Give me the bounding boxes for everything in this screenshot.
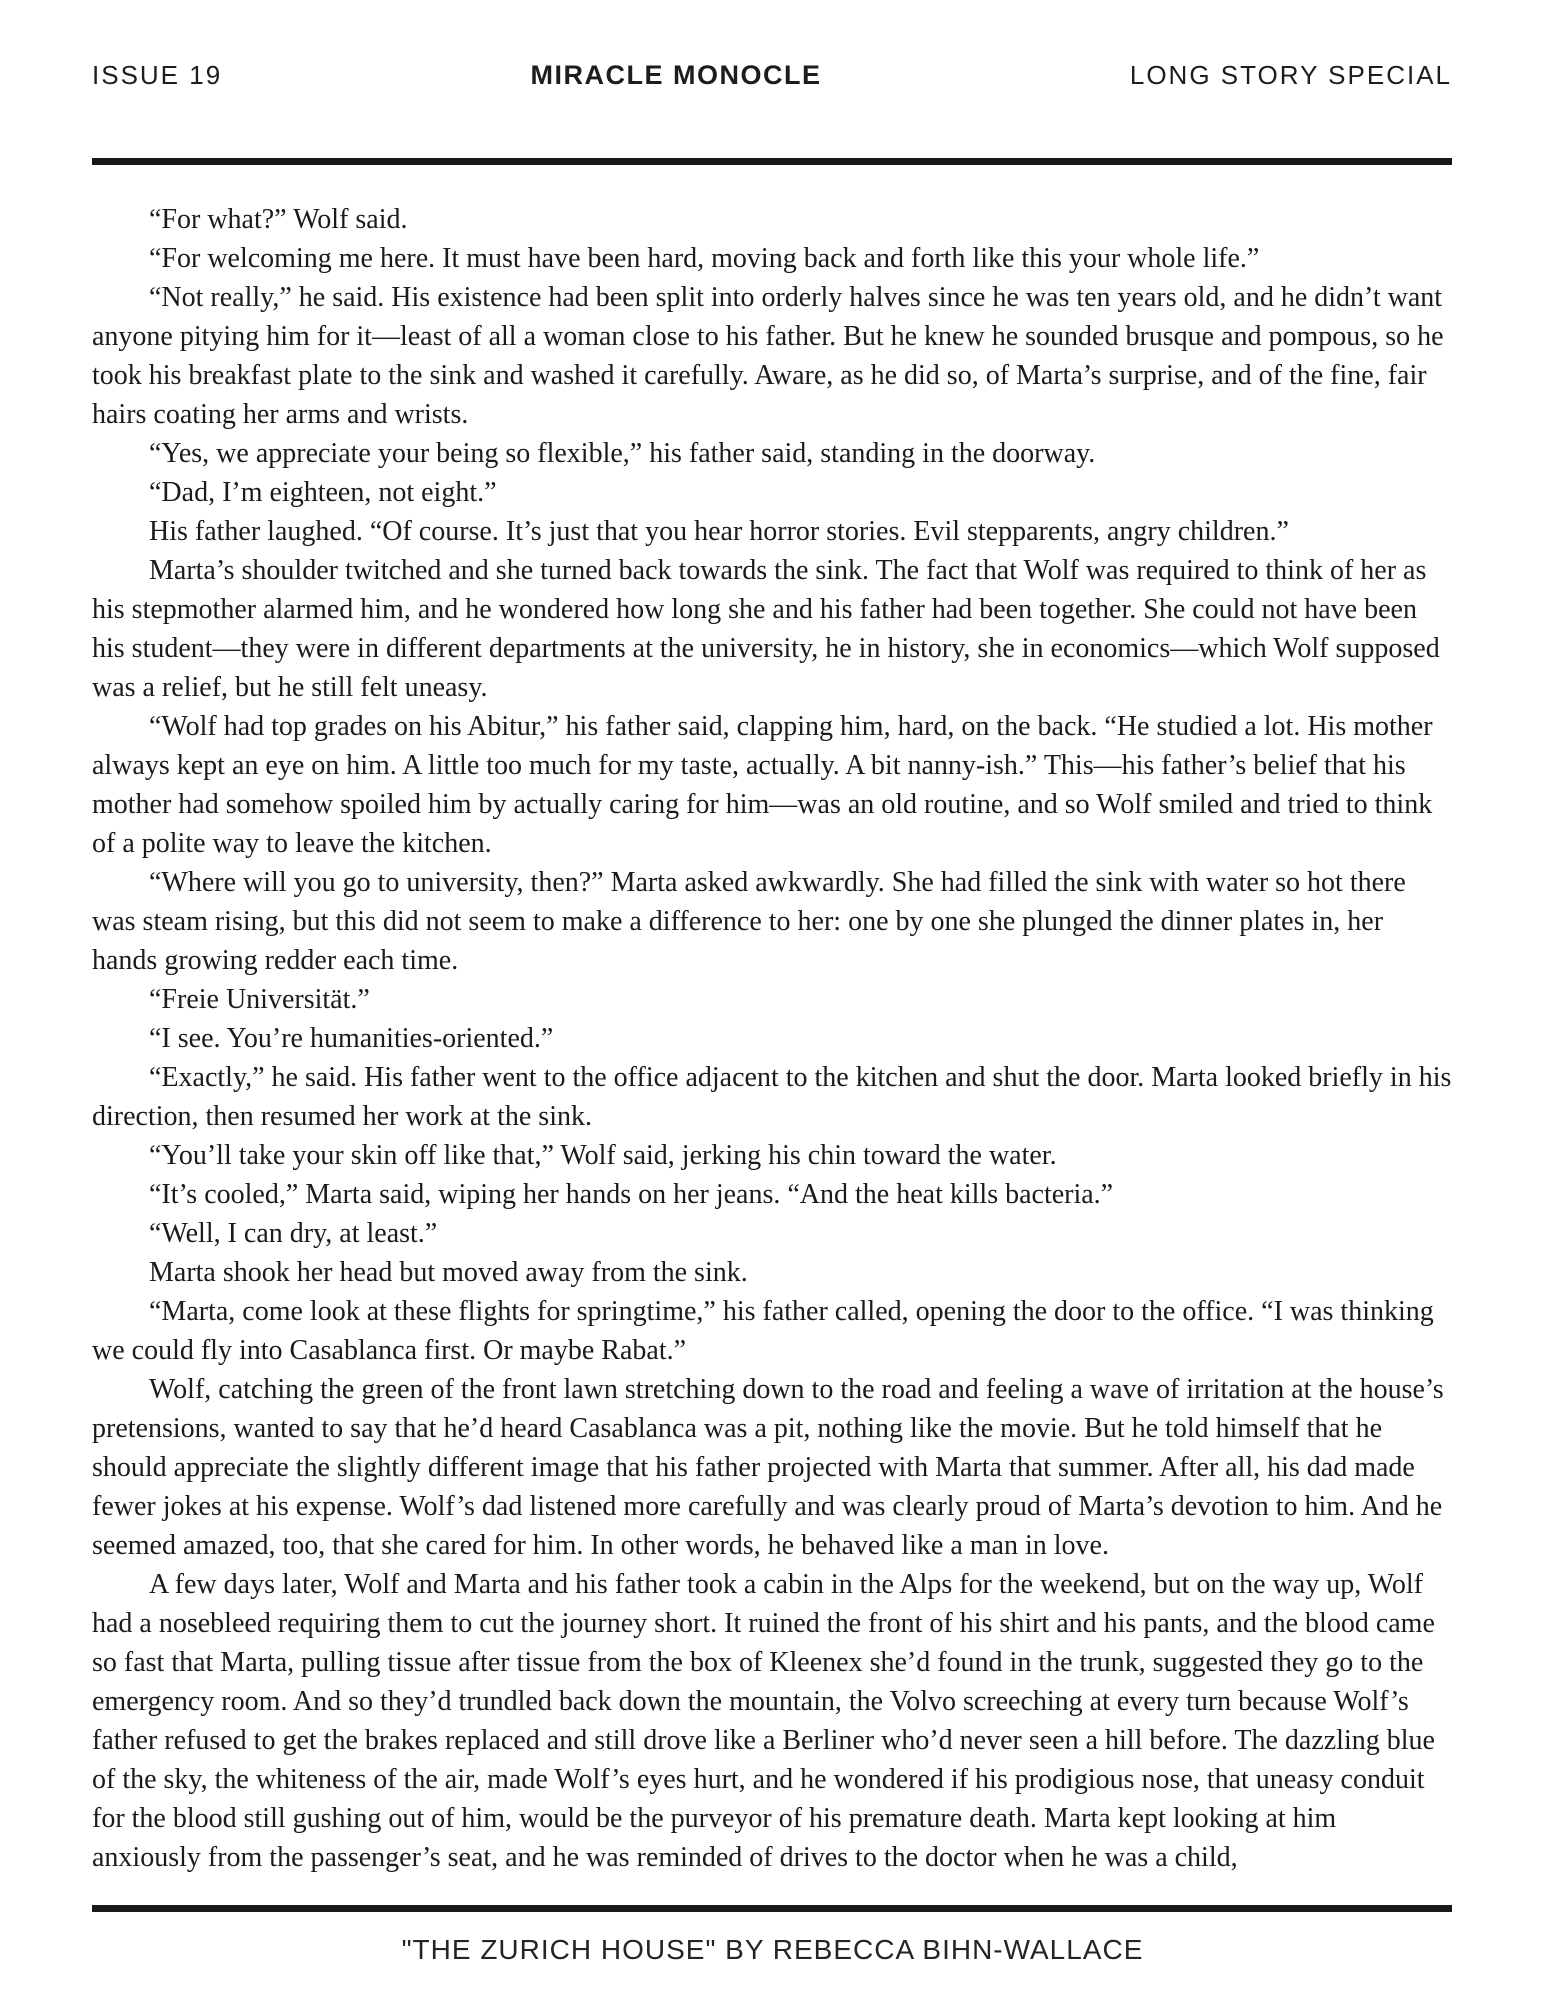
story-paragraph: “Not really,” he said. His existence had been split into orderly halves since he was ten years old, and he didn’t want anyone pitying him for it—least of all a woman close to his father. But he knew he sounded brusque and pompous, so he took his breakfast plate to the sink and washed it carefully. Aware, as he did so, of Marta’s surprise, and of the fine, fair hairs coating her arms and wrists. (92, 282, 1444, 430)
story-paragraph: “Where will you go to university, then?” Marta asked awkwardly. She had filled the sink with water so hot there was steam rising, but this did not seem to make a difference to her: one by one she plunged the dinner plates in, her hands growing redder each time. (92, 867, 1406, 976)
story-paragraph: “Dad, I’m eighteen, not eight.” (149, 477, 497, 508)
story-paragraph: “Exactly,” he said. His father went to the office adjacent to the kitchen and shut the door. Marta looked briefly in his direction, then resumed her work at the sink. (92, 1062, 1452, 1132)
top-rule (92, 158, 1452, 165)
story-paragraph: A few days later, Wolf and Marta and his father took a cabin in the Alps for the weekend, but on the way up, Wolf had a nosebleed requiring them to cut the journey short. It ruined the front of his shirt and his pants, and the blood came so fast that Marta, pulling tissue after tissue from the box of Kleenex she’d found in the trunk, suggested they go to the emergency room. And so they’d trundled back down the mountain, the Volvo screeching at every turn because Wolf’s father refused to get the brakes replaced and still drove like a Berliner who’d never seen a hill before. The dazzling blue of the sky, the whiteness of the air, made Wolf’s eyes hurt, and he wondered if his prodigious nose, that uneasy conduit for the blood still gushing out of him, would be the purveyor of his premature death. Marta kept looking at him anxiously from the passenger’s seat, and he was reminded of drives to the doctor when he was a child, (92, 1569, 1435, 1873)
magazine-title: MIRACLE MONOCLE (530, 60, 822, 90)
story-paragraph: Wolf, catching the green of the front lawn stretching down to the road and feeling a wave of irritation at the house’s pretensions, wanted to say that he’d heard Casablanca was a pit, nothing like the movie. But he told himself that he should appreciate the slightly different image that his father projected with Marta that summer. After all, his dad made fewer jokes at his expense. Wolf’s dad listened more carefully and was clearly proud of Marta’s devotion to him. And he seemed amazed, too, that she cared for him. In other words, he behaved like a man in love. (92, 1374, 1444, 1561)
bottom-rule (92, 1905, 1452, 1912)
story-credit: "THE ZURICH HOUSE" BY REBECCA BIHN-WALLACE (401, 1934, 1144, 1965)
story-paragraph: Marta shook her head but moved away from the sink. (149, 1257, 748, 1288)
issue-label: ISSUE 19 (92, 60, 223, 90)
page-header (92, 60, 1452, 91)
story-paragraph: “Yes, we appreciate your being so flexible,” his father said, standing in the doorway. (149, 438, 1096, 469)
story-paragraph: “It’s cooled,” Marta said, wiping her hands on her jeans. “And the heat kills bacteria.” (149, 1179, 1114, 1210)
story-paragraph: “Freie Universität.” (149, 984, 370, 1015)
story-paragraph: His father laughed. “Of course. It’s just that you hear horror stories. Evil stepparents, angry children.” (149, 516, 1289, 547)
story-paragraph: “You’ll take your skin off like that,” Wolf said, jerking his chin toward the water. (149, 1140, 1057, 1171)
story-text (92, 200, 1452, 1892)
edition-label: LONG STORY SPECIAL (1129, 60, 1452, 90)
story-paragraph: Marta’s shoulder twitched and she turned back towards the sink. The fact that Wolf was required to think of her as his stepmother alarmed him, and he wondered how long she and his father had been together. She could not have been his student—they were in different departments at the university, he in history, she in economics—which Wolf supposed was a relief, but he still felt uneasy. (92, 555, 1440, 703)
story-paragraph: “For what?” Wolf said. (149, 204, 408, 235)
story-paragraph: “Well, I can dry, at least.” (149, 1218, 438, 1249)
story-paragraph: “For welcoming me here. It must have been hard, moving back and forth like this your whole life.” (149, 243, 1260, 274)
story-paragraph: “I see. You’re humanities-oriented.” (149, 1023, 554, 1054)
story-paragraph: “Marta, come look at these flights for springtime,” his father called, opening the door to the office. “I was thinking we could fly into Casablanca first. Or maybe Rabat.” (92, 1296, 1434, 1366)
story-paragraph: “Wolf had top grades on his Abitur,” his father said, clapping him, hard, on the back. “He studied a lot. His mother always kept an eye on him. A little too much for my taste, actually. A bit nanny-ish.” This—his father’s belief that his mother had somehow spoiled him by actually caring for him—was an old routine, and so Wolf smiled and tried to think of a polite way to leave the kitchen. (92, 711, 1433, 859)
